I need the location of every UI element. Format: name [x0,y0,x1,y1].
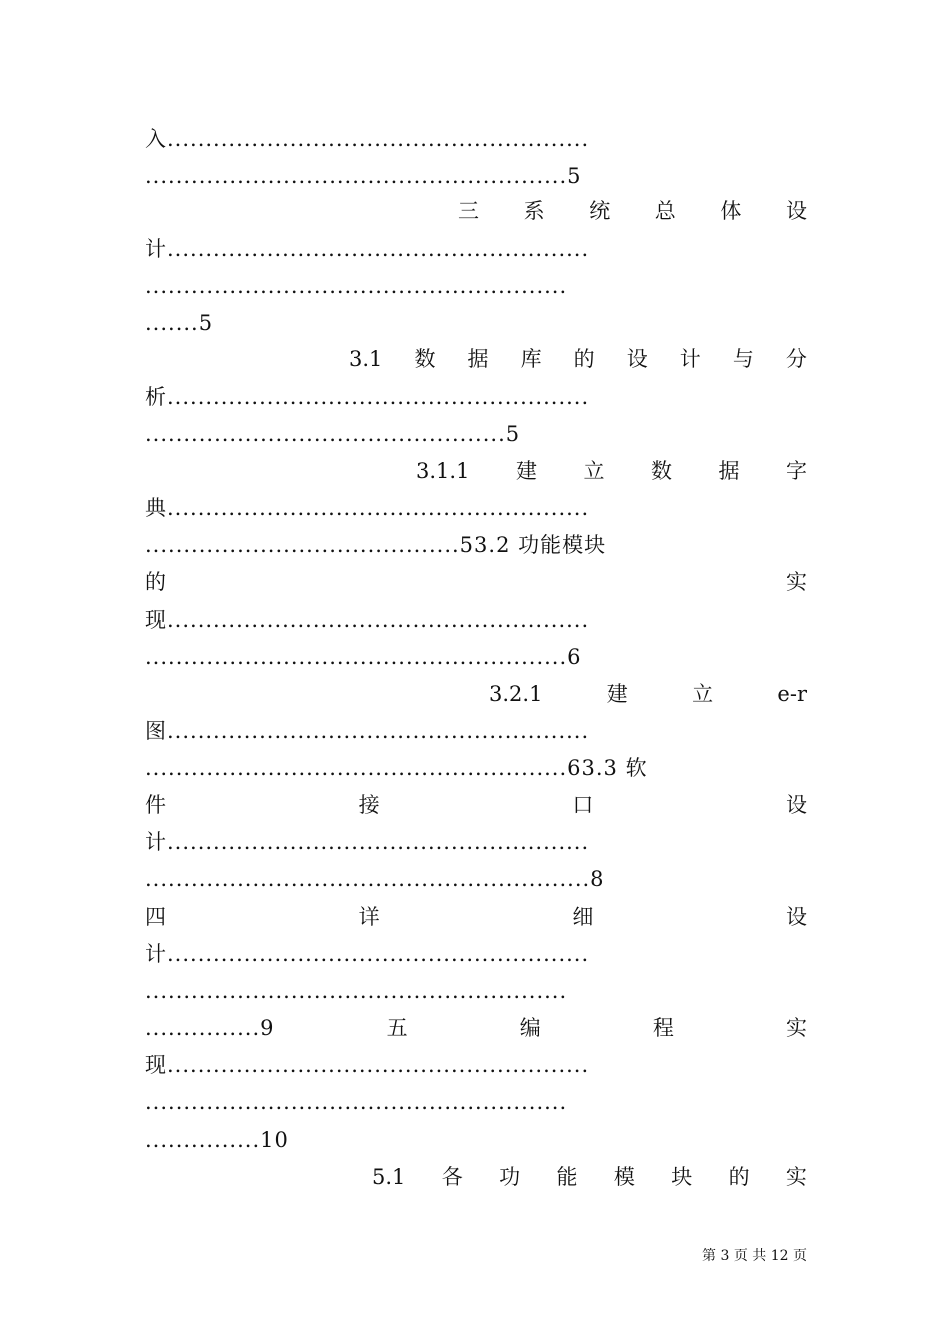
toc-heading-3-2-1: 3.2.1 建 立 e-r [489,682,807,706]
toc-line: ....................................................... [145,1090,568,1114]
toc-line: .......................................................6 [145,645,582,669]
toc-line: 析....................................................... [145,385,590,409]
toc-line: .......................................................63.3 软 [145,756,648,780]
toc-line: ....................................................... [145,274,568,298]
toc-heading-3-2: 的 实 [145,570,807,594]
toc-line: 入....................................................... [145,127,590,151]
toc-line: ..........................................................8 [145,867,605,891]
toc-heading-5: ...............9 五 编 程 实 [145,1016,807,1040]
toc-line: 计....................................................... [145,830,590,854]
toc-line: .........................................53.2 功能模块 [145,533,607,557]
toc-heading-4: 四 详 细 设 [145,905,807,929]
toc-line: 现....................................................... [145,1053,590,1077]
toc-line: ....................................................... [145,979,568,1003]
toc-heading-5-1: 5.1 各 功 能 模 块 的 实 [372,1165,807,1189]
toc-line: 典....................................................... [145,496,590,520]
toc-heading-3-1-1: 3.1.1 建 立 数 据 字 [416,459,807,483]
toc-line: .......5 [145,311,214,335]
toc-heading-3-1: 3.1 数 据 库 的 设 计 与 分 [349,347,807,371]
toc-line: 图....................................................... [145,719,590,743]
toc-heading-3: 三 系 统 总 体 设 [458,199,807,223]
toc-line: ...............................................5 [145,422,521,446]
toc-heading-3-3: 件 接 口 设 [145,793,807,817]
toc-line: 现....................................................... [145,608,590,632]
toc-line: 计....................................................... [145,237,590,261]
toc-line: .......................................................5 [145,164,582,188]
page-number: 第 3 页 共 12 页 [702,1248,807,1264]
toc-line: ...............10 [145,1128,289,1152]
toc-line: 计....................................................... [145,942,590,966]
